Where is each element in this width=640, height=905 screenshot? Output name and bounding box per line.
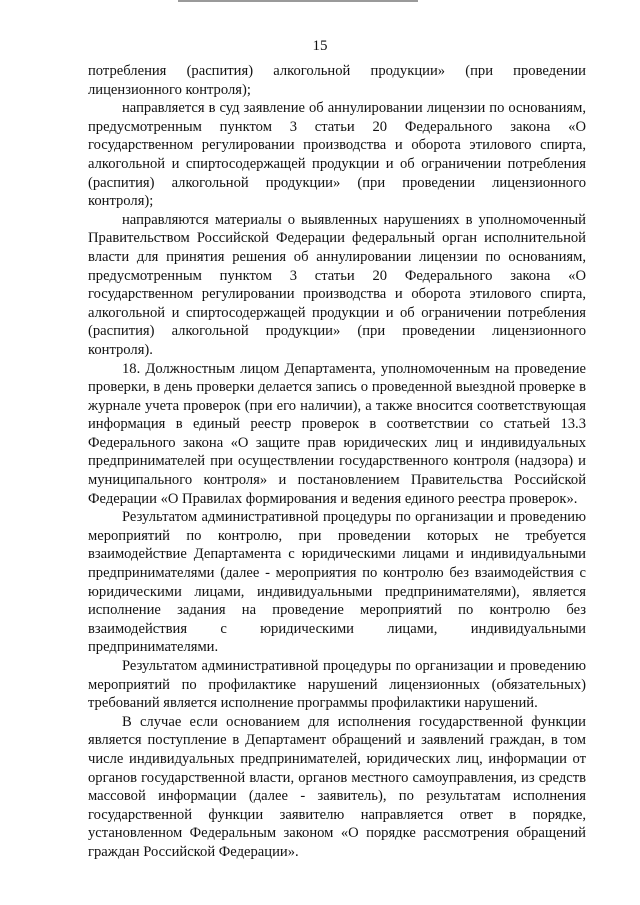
paragraph-citizen-appeals: В случае если основанием для исполнения государственной функции является поступление в Департамент обращений и заявлений граждан, в том числе индивидуальных предпринимателей, юридических лиц, информации от органов государственной власти, органов местного самоуправления, из средств массовой информации (далее - заявитель), по результатам исполнения государственной функции заявителю направляется ответ в порядке, установленном Федеральным законом «О порядке рассмотрения обращений граждан Российской Федерации».	[88, 713, 586, 860]
paragraph-continuation: потребления (распития) алкогольной продукции» (при проведении лицензионного контроля);	[88, 63, 586, 98]
paragraph-materials-sent: направляются материалы о выявленных нарушениях в уполномоченный Правительством Российской Федерации федеральный орган исполнительной власти для принятия решения об аннулировании лицензии по основаниям, предусмотренным пунктом 3 статьи 20 Федерального закона «О государственном регулировании производства и оборота этилового спирта, алкогольной и спиртосодержащей продукции и об ограничении потребления (распития) алкогольной продукции» (при проведении лицензионного контроля).	[88, 211, 586, 358]
scan-top-edge-line	[178, 0, 418, 2]
paragraph-result-control: Результатом административной процедуры по организации и проведению мероприятий по контролю, при проведении которых не требуется взаимодействие Департамента с юридическими лицами и индивидуальными предпринимателями (далее - мероприятия по контролю без взаимодействия с юридическими лицами, индивидуальными предпринимателями), является исполнение задания на проведение мероприятий по контролю без взаимодействия с юридическими лицами, индивидуальными предпринимателями.	[88, 509, 586, 656]
document-body	[88, 62, 586, 862]
paragraph-clause-18: 18. Должностным лицом Департамента, уполномоченным на проведение проверки, в день проверки делается запись о проведенной выездной проверке в журнале учета проверок (при его наличии), а также вносится соответствующая информация в единый реестр проверок в соответствии со статьей 13.3 Федерального закона «О защите прав юридических лиц и индивидуальных предпринимателей при осуществлении государственного контроля (надзора) и муниципального контроля» и постановлением Правительства Российской Федерации «О Правилах формирования и ведения единого реестра проверок».	[88, 360, 586, 507]
paragraph-court-application: направляется в суд заявление об аннулировании лицензии по основаниям, предусмотренным пунктом 3 статьи 20 Федерального закона «О государственном регулировании производства и оборота этилового спирта, алкогольной и спиртосодержащей продукции и об ограничении потребления (распития) алкогольной продукции» (при проведении лицензионного контроля);	[88, 100, 586, 210]
page-number: 15	[312, 38, 328, 54]
paragraph-result-prevention: Результатом административной процедуры по организации и проведению мероприятий по профилактике нарушений лицензионных (обязательных) требований является исполнение программы профилактики нарушений.	[88, 658, 586, 712]
